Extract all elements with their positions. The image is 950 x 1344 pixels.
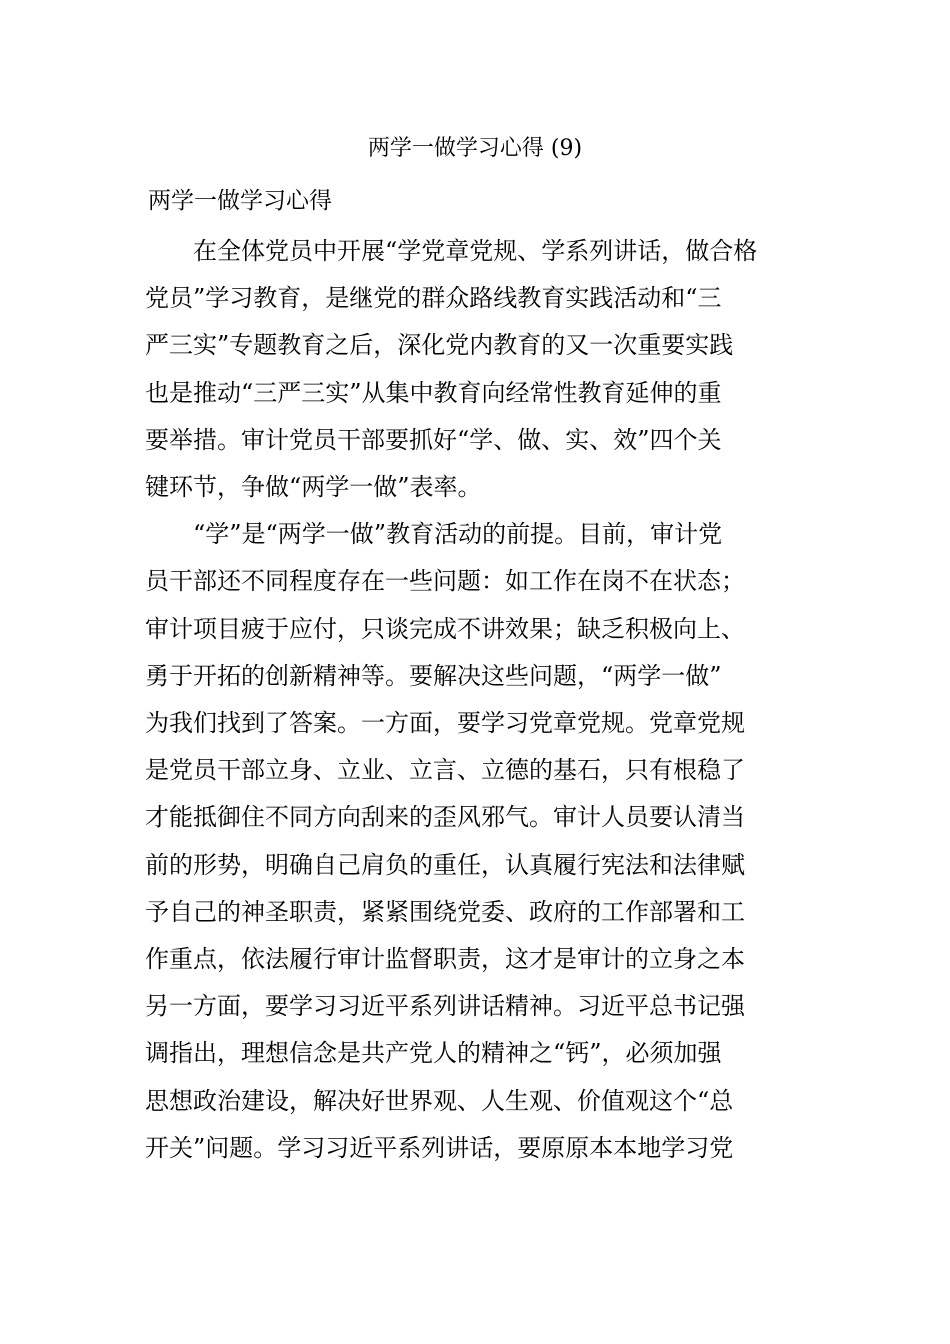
paragraph-line: 审计项目疲于应付，只谈完成不讲效果；缺乏积极向上、 — [145, 614, 745, 643]
paragraph-line: 前的形势，明确自己肩负的重任，认真履行宪法和法律赋 — [145, 850, 745, 879]
paragraph-line: 开关”问题。学习习近平系列讲话，要原原本本地学习党 — [145, 1133, 734, 1162]
paragraph-line: 作重点，依法履行审计监督职责，这才是审计的立身之本 — [145, 945, 745, 974]
paragraph-line: 键环节，争做“两学一做”表率。 — [145, 473, 482, 502]
paragraph-line: 勇于开拓的创新精神等。要解决这些问题，“两学一做” — [145, 661, 722, 690]
paragraph-line: 另一方面，要学习习近平系列讲话精神。习近平总书记强 — [145, 992, 745, 1021]
paragraph-line: 要举措。审计党员干部要抓好“学、做、实、效”四个关 — [145, 425, 722, 454]
document-subtitle: 两学一做学习心得 — [148, 188, 332, 214]
paragraph-line: 才能抵御住不同方向刮来的歪风邪气。审计人员要认清当 — [145, 803, 745, 832]
paragraph-line: 为我们找到了答案。一方面，要学习党章党规。党章党规 — [145, 709, 745, 738]
paragraph-line: 严三实”专题教育之后，深化党内教育的又一次重要实践 — [145, 331, 734, 360]
paragraph-line: 员干部还不同程度存在一些问题：如工作在岗不在状态； — [145, 567, 745, 596]
paragraph-line: 予自己的神圣职责，紧紧围绕党委、政府的工作部署和工 — [145, 897, 745, 926]
document-title: 两学一做学习心得 (9) — [367, 136, 583, 161]
document-body — [145, 228, 810, 1172]
paragraph-line: “学”是“两学一做”教育活动的前提。目前，审计党 — [193, 520, 723, 549]
paragraph-line: 是党员干部立身、立业、立言、立德的基石，只有根稳了 — [145, 756, 745, 785]
paragraph-line: 也是推动“三严三实”从集中教育向经常性教育延伸的重 — [145, 378, 722, 407]
paragraph-line: 思想政治建设，解决好世界观、人生观、价值观这个“总 — [145, 1086, 734, 1115]
paragraph-line: 党员”学习教育，是继党的群众路线教育实践活动和“三 — [145, 284, 722, 313]
paragraph-line: 在全体党员中开展“学党章党规、学系列讲话，做合格 — [193, 237, 758, 265]
paragraph-line: 调指出，理想信念是共产党人的精神之“钙”，必须加强 — [145, 1039, 722, 1068]
